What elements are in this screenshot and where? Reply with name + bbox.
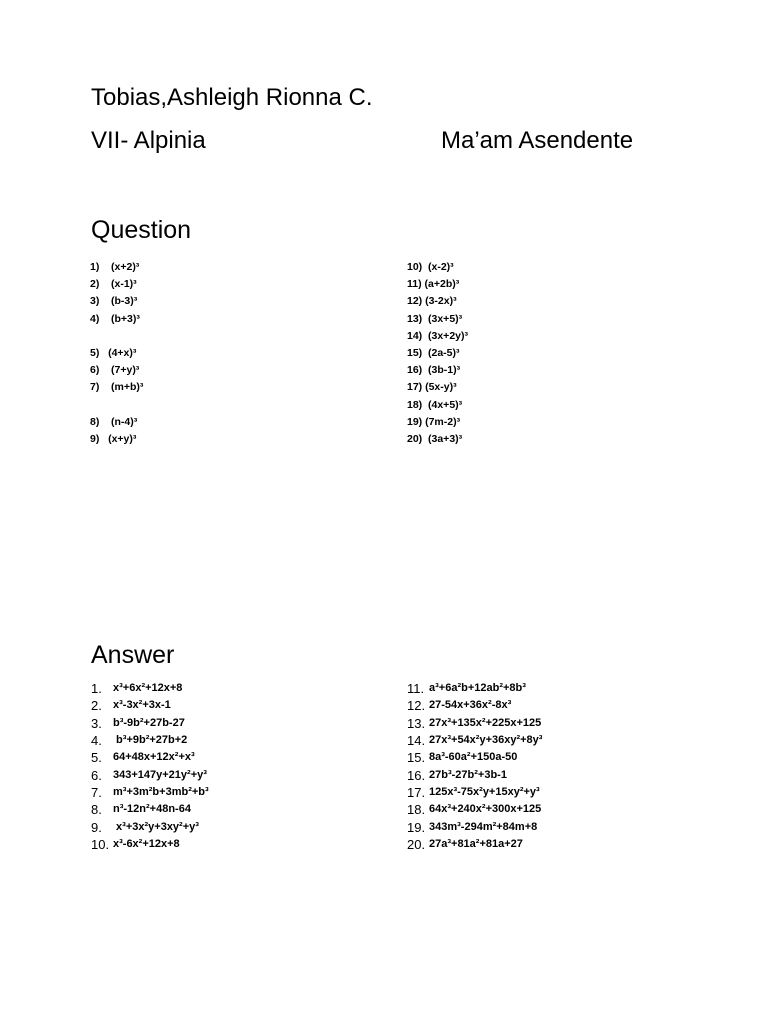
answer-text: x³+6x²+12x+8	[113, 682, 183, 694]
answer-text: 27x³+54x²y+36xy²+8y³	[429, 734, 543, 746]
answer-number: 14.	[407, 733, 426, 748]
question-item: 10) (x-2)³	[407, 261, 454, 273]
answer-number: 5.	[91, 750, 102, 765]
answer-item	[91, 715, 185, 732]
question-item: 2) (x-1)³	[90, 278, 137, 290]
answer-heading: Answer	[91, 641, 175, 669]
answer-text: m³+3m²b+3mb²+b³	[113, 786, 209, 798]
question-item: 4) (b+3)³	[90, 313, 140, 325]
answer-text: 343+147y+21y²+y³	[113, 769, 207, 781]
answer-number: 2.	[91, 698, 102, 713]
answer-number: 20.	[407, 837, 426, 852]
question-item: 11) (a+2b)³	[407, 278, 460, 290]
answer-item	[407, 767, 507, 784]
answer-text: 27a³+81a²+81a+27	[429, 838, 523, 850]
answer-item	[407, 732, 542, 749]
answer-text: 125x³-75x²y+15xy²+y³	[429, 786, 540, 798]
answer-item	[407, 819, 537, 836]
question-item: 3) (b-3)³	[90, 295, 138, 307]
answer-number: 13.	[407, 716, 426, 731]
student-name: Tobias,Ashleigh Rionna C.	[91, 84, 373, 111]
question-item: 18) (4x+5)³	[407, 399, 463, 411]
answer-number: 16.	[407, 768, 426, 783]
answer-item	[91, 767, 207, 784]
answer-item	[91, 732, 187, 749]
answer-number: 18.	[407, 802, 426, 817]
answer-number: 11.	[407, 681, 425, 696]
answer-text: x³+3x²y+3xy²+y³	[113, 821, 199, 833]
question-item: 8) (n-4)³	[90, 416, 138, 428]
answer-item	[407, 801, 541, 818]
answer-item	[91, 680, 182, 697]
question-item: 12) (3-2x)³	[407, 295, 457, 307]
answer-item	[91, 801, 191, 818]
answer-number: 6.	[91, 768, 102, 783]
answer-text: b³-9b²+27b-27	[113, 717, 185, 729]
question-item: 7) (m+b)³	[90, 381, 144, 393]
answer-number: 3.	[91, 716, 102, 731]
answer-item	[407, 749, 517, 766]
question-item: 16) (3b-1)³	[407, 364, 461, 376]
answer-text: 343m³-294m²+84m+8	[429, 821, 538, 833]
answer-number: 9.	[91, 820, 102, 835]
answer-item	[91, 749, 195, 766]
answer-text: n³-12n²+48n-64	[113, 803, 191, 815]
question-item: 14) (3x+2y)³	[407, 330, 468, 342]
answer-number: 19.	[407, 820, 426, 835]
answer-number: 10.	[91, 837, 110, 852]
question-item: 6) (7+y)³	[90, 364, 140, 376]
answer-number: 7.	[91, 785, 102, 800]
answer-text: 27x³+135x²+225x+125	[429, 717, 542, 729]
question-item: 20) (3a+3)³	[407, 433, 463, 445]
answer-number: 15.	[407, 750, 426, 765]
question-item: 15) (2a-5)³	[407, 347, 460, 359]
answer-item	[407, 784, 540, 801]
answer-item	[91, 836, 180, 853]
question-item: 5) (4+x)³	[90, 347, 137, 359]
class-section: VII- Alpinia	[91, 127, 206, 154]
question-heading: Question	[91, 216, 192, 244]
answer-text: b³+9b²+27b+2	[113, 734, 188, 746]
question-item: 17) (5x-y)³	[407, 381, 457, 393]
answer-number: 17.	[407, 785, 426, 800]
answer-text: a³+6a²b+12ab²+8b³	[429, 682, 526, 694]
answer-item	[407, 715, 541, 732]
answer-text: 27b³-27b²+3b-1	[429, 769, 507, 781]
teacher-name: Ma’am Asendente	[441, 127, 634, 154]
answer-item	[407, 697, 511, 714]
answer-item	[407, 836, 523, 853]
answer-item	[91, 819, 199, 836]
answer-number: 8.	[91, 802, 102, 817]
answer-text: 64+48x+12x²+x³	[113, 751, 195, 763]
answer-text: x³-3x²+3x-1	[113, 699, 171, 711]
answer-text: 64x³+240x²+300x+125	[429, 803, 542, 815]
answer-number: 1.	[91, 681, 102, 696]
answer-number: 4.	[91, 733, 102, 748]
question-item: 9) (x+y)³	[90, 433, 137, 445]
question-item: 19) (7m-2)³	[407, 416, 461, 428]
answer-item	[91, 697, 171, 714]
answer-text: x³-6x²+12x+8	[113, 838, 180, 850]
answer-item	[407, 680, 526, 697]
answer-text: 27-54x+36x²-8x³	[429, 699, 512, 711]
question-item: 13) (3x+5)³	[407, 313, 463, 325]
answer-item	[91, 784, 209, 801]
question-item: 1) (x+2)³	[90, 261, 140, 273]
answer-text: 8a³-60a²+150a-50	[429, 751, 518, 763]
answer-number: 12.	[407, 698, 426, 713]
